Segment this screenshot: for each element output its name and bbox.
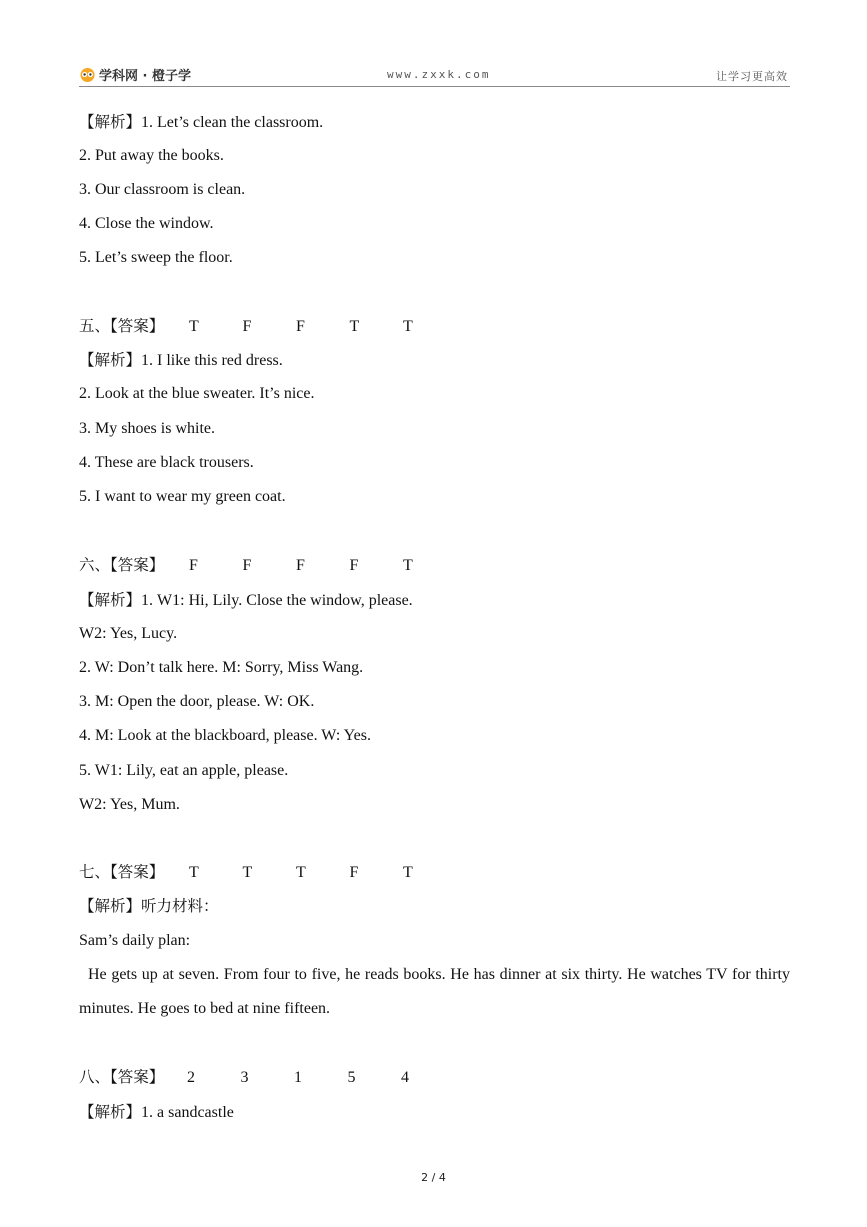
answer-item: F	[242, 318, 252, 335]
text-line: 1. W1: Hi, Lily. Close the window, please.	[141, 592, 413, 609]
text-line: 5. W1: Lily, eat an apple, please.	[79, 762, 289, 779]
answer-heading: 七、【答案】	[79, 863, 165, 881]
answer-item: 4	[401, 1069, 409, 1086]
answer-item: T	[189, 864, 199, 881]
answer-item: F	[349, 557, 359, 574]
jiexi-label: 【解析】	[79, 1103, 142, 1121]
text-line: W2: Yes, Lucy.	[79, 625, 178, 642]
section4-jiexi-line	[79, 112, 323, 133]
answer-item: T	[403, 557, 413, 574]
brand-name: 学科网 · 橙子学	[99, 69, 191, 84]
answer-item: 5	[347, 1069, 356, 1086]
slogan: 让学习更高效	[716, 70, 788, 83]
answer-item: F	[242, 557, 252, 574]
text-line: 3. My shoes is white.	[79, 420, 215, 437]
answer-item: T	[403, 864, 413, 881]
answer-item: F	[189, 557, 198, 574]
jiexi-label: 【解析】	[79, 591, 142, 609]
section6-jiexi-line	[79, 590, 413, 611]
answer-item: F	[296, 318, 305, 335]
section8-jiexi-line	[79, 1102, 234, 1123]
plan-title: Sam’s daily plan:	[79, 932, 191, 949]
answer-item: 1	[294, 1069, 302, 1086]
jiexi-label: 【解析】	[79, 897, 142, 915]
listening-paragraph: He gets up at seven. From four to five, he reads books. He has dinner at six thirty. He watches TV for thirty minutes. He goes to bed at nine fifteen.	[79, 966, 790, 1017]
section7-answer-line	[79, 862, 413, 883]
answer-item: T	[242, 864, 253, 881]
answer-heading: 六、【答案】	[79, 556, 165, 574]
answer-heading: 八、【答案】	[79, 1068, 165, 1086]
answer-item: T	[403, 318, 413, 335]
owl-logo-icon	[79, 67, 96, 82]
text-line: 5. I want to wear my green coat.	[79, 488, 286, 505]
section7-jiexi-line	[79, 896, 219, 917]
answer-item: T	[189, 318, 199, 335]
text-line: 2. Put away the books.	[79, 147, 224, 164]
material-label: 听力材料：	[141, 897, 219, 915]
section6-answer-line	[79, 555, 413, 576]
answer-item: T	[349, 318, 360, 335]
text-line: 4. These are black trousers.	[79, 454, 254, 471]
answer-item: 2	[187, 1069, 195, 1086]
brand	[79, 65, 191, 84]
text-line: 1. a sandcastle	[141, 1104, 234, 1121]
answer-item: F	[349, 864, 359, 881]
answer-item: 3	[240, 1069, 249, 1086]
text-line: 3. M: Open the door, please. W: OK.	[79, 693, 315, 710]
text-line: 2. W: Don’t talk here. M: Sorry, Miss Wang.	[79, 659, 364, 676]
section5-answer-line	[79, 316, 413, 337]
answer-item: T	[296, 864, 306, 881]
text-line: 4. Close the window.	[79, 215, 214, 232]
text-line: 4. M: Look at the blackboard, please. W: Yes.	[79, 727, 371, 744]
jiexi-label: 【解析】	[79, 113, 142, 131]
section8-answer-line	[79, 1067, 409, 1088]
text-line: 3. Our classroom is clean.	[79, 181, 246, 198]
page-number: 2 / 4	[421, 1171, 446, 1184]
text-line: 5. Let’s sweep the floor.	[79, 249, 233, 266]
answer-heading: 五、【答案】	[79, 317, 165, 335]
section5-jiexi-line	[79, 350, 283, 371]
jiexi-label: 【解析】	[79, 351, 142, 369]
text-line: 1. Let’s clean the classroom.	[141, 114, 324, 131]
text-line: 2. Look at the blue sweater. It’s nice.	[79, 385, 315, 402]
text-line: W2: Yes, Mum.	[79, 796, 180, 813]
answer-item: F	[296, 557, 305, 574]
text-line: 1. I like this red dress.	[141, 352, 283, 369]
site-url[interactable]: www.zxxk.com	[387, 68, 491, 81]
page-header	[79, 62, 790, 87]
